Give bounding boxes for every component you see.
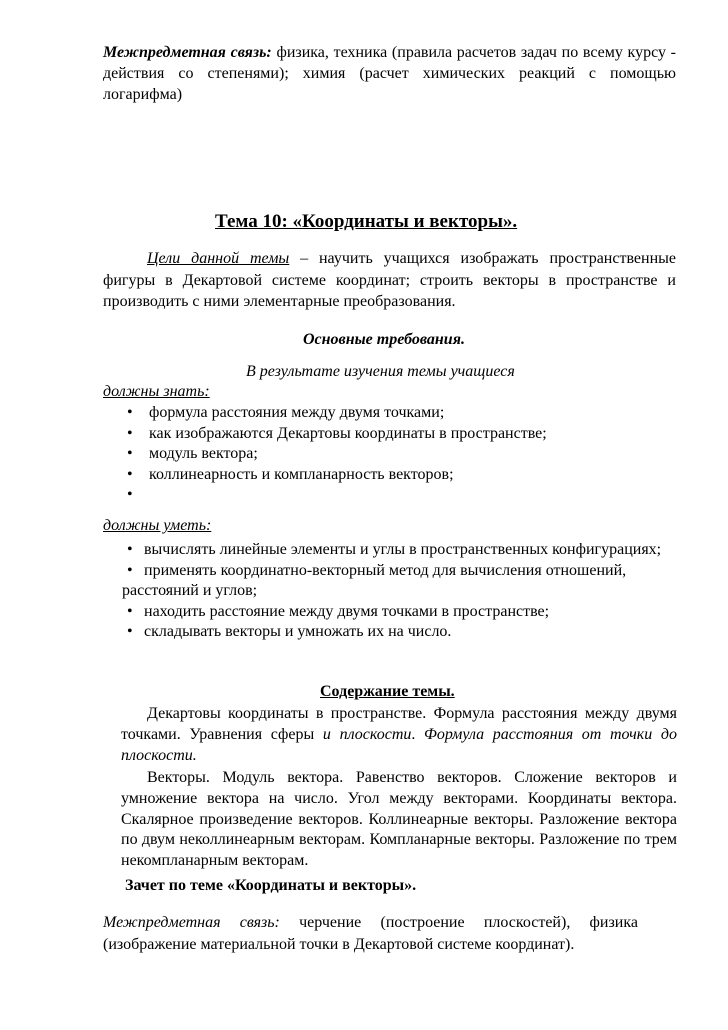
list-item: • как изображаются Декартовы координаты в пространстве; xyxy=(127,424,677,445)
requirements-subheading: В результате изучения темы учащиеся xyxy=(246,363,515,380)
list-item: • применять координатно-векторный метод для вычисления отношений, расстояний и углов; xyxy=(122,561,627,599)
goals-label: Цели данной темы xyxy=(147,250,290,267)
outro-paragraph xyxy=(103,912,638,956)
outro-label: Межпредметная связь: xyxy=(103,914,280,931)
list-item: • находить расстояние между двумя точками в пространстве; xyxy=(122,602,677,623)
bullet-icon: • xyxy=(127,541,133,558)
able-list xyxy=(122,540,677,643)
test-line: Зачет по теме «Координаты и векторы». xyxy=(125,877,417,894)
know-list xyxy=(127,403,677,506)
list-item: • складывать векторы и умножать их на число. xyxy=(122,622,677,643)
know-label: должны знать: xyxy=(103,383,210,400)
list-item: • формула расстояния между двумя точками; xyxy=(127,403,677,424)
intro-label: Межпредметная связь: xyxy=(103,44,272,61)
content-heading: Содержание темы. xyxy=(320,683,455,700)
list-item: • вычислять линейные элементы и углы в пространственных конфигурациях; xyxy=(122,540,677,561)
outro-text: черчение (построение плоскостей), физика (изображение материальной точки в Декартовой системе координат). xyxy=(103,914,639,953)
bullet-icon: • xyxy=(127,561,133,579)
goals-paragraph xyxy=(103,248,676,313)
bullet-icon: • xyxy=(127,486,133,503)
list-item: • модуль вектора; xyxy=(127,444,677,465)
content-paragraph-1: Декартовы координаты в пространстве. Формула расстояния между двумя точками. Уравнения сферы и плоскости. Формула расстояния от точки до плоскости. xyxy=(121,705,678,764)
bullet-icon: • xyxy=(127,465,133,483)
intro-paragraph xyxy=(103,42,676,105)
bullet-icon: • xyxy=(127,404,133,421)
topic-title: Тема 10: «Координаты и векторы». xyxy=(215,211,518,232)
bullet-icon: • xyxy=(127,602,133,620)
requirements-heading: Основные требования. xyxy=(303,331,465,348)
able-label: должны уметь: xyxy=(103,517,212,534)
list-item xyxy=(127,485,677,506)
bullet-icon: • xyxy=(127,445,133,462)
bullet-icon: • xyxy=(127,623,133,640)
bullet-icon: • xyxy=(127,424,133,442)
content-paragraph-2: Векторы. Модуль вектора. Равенство векторов. Сложение векторов и умножение вектора на число. Угол между векторами. Координаты вектора. Скалярное произведение векторов. Коллинеарные векторы. Разложение вектора по двум неколлинеарным векторам. Компланарные векторы. Разложение по трем некомпланарным векторам. xyxy=(121,769,677,870)
goals-text: – научить учащихся изображать пространственные фигуры в Декартовой системе координат; строить векторы в пространстве и производить с ними элементарные преобразования. xyxy=(103,250,676,310)
intro-text: физика, техника (правила расчетов задач по всему курсу - действия со степенями); химия (расчет химических реакций с помощью логарифма) xyxy=(103,44,677,103)
list-item: • коллинеарность и компланарность векторов; xyxy=(127,465,677,486)
